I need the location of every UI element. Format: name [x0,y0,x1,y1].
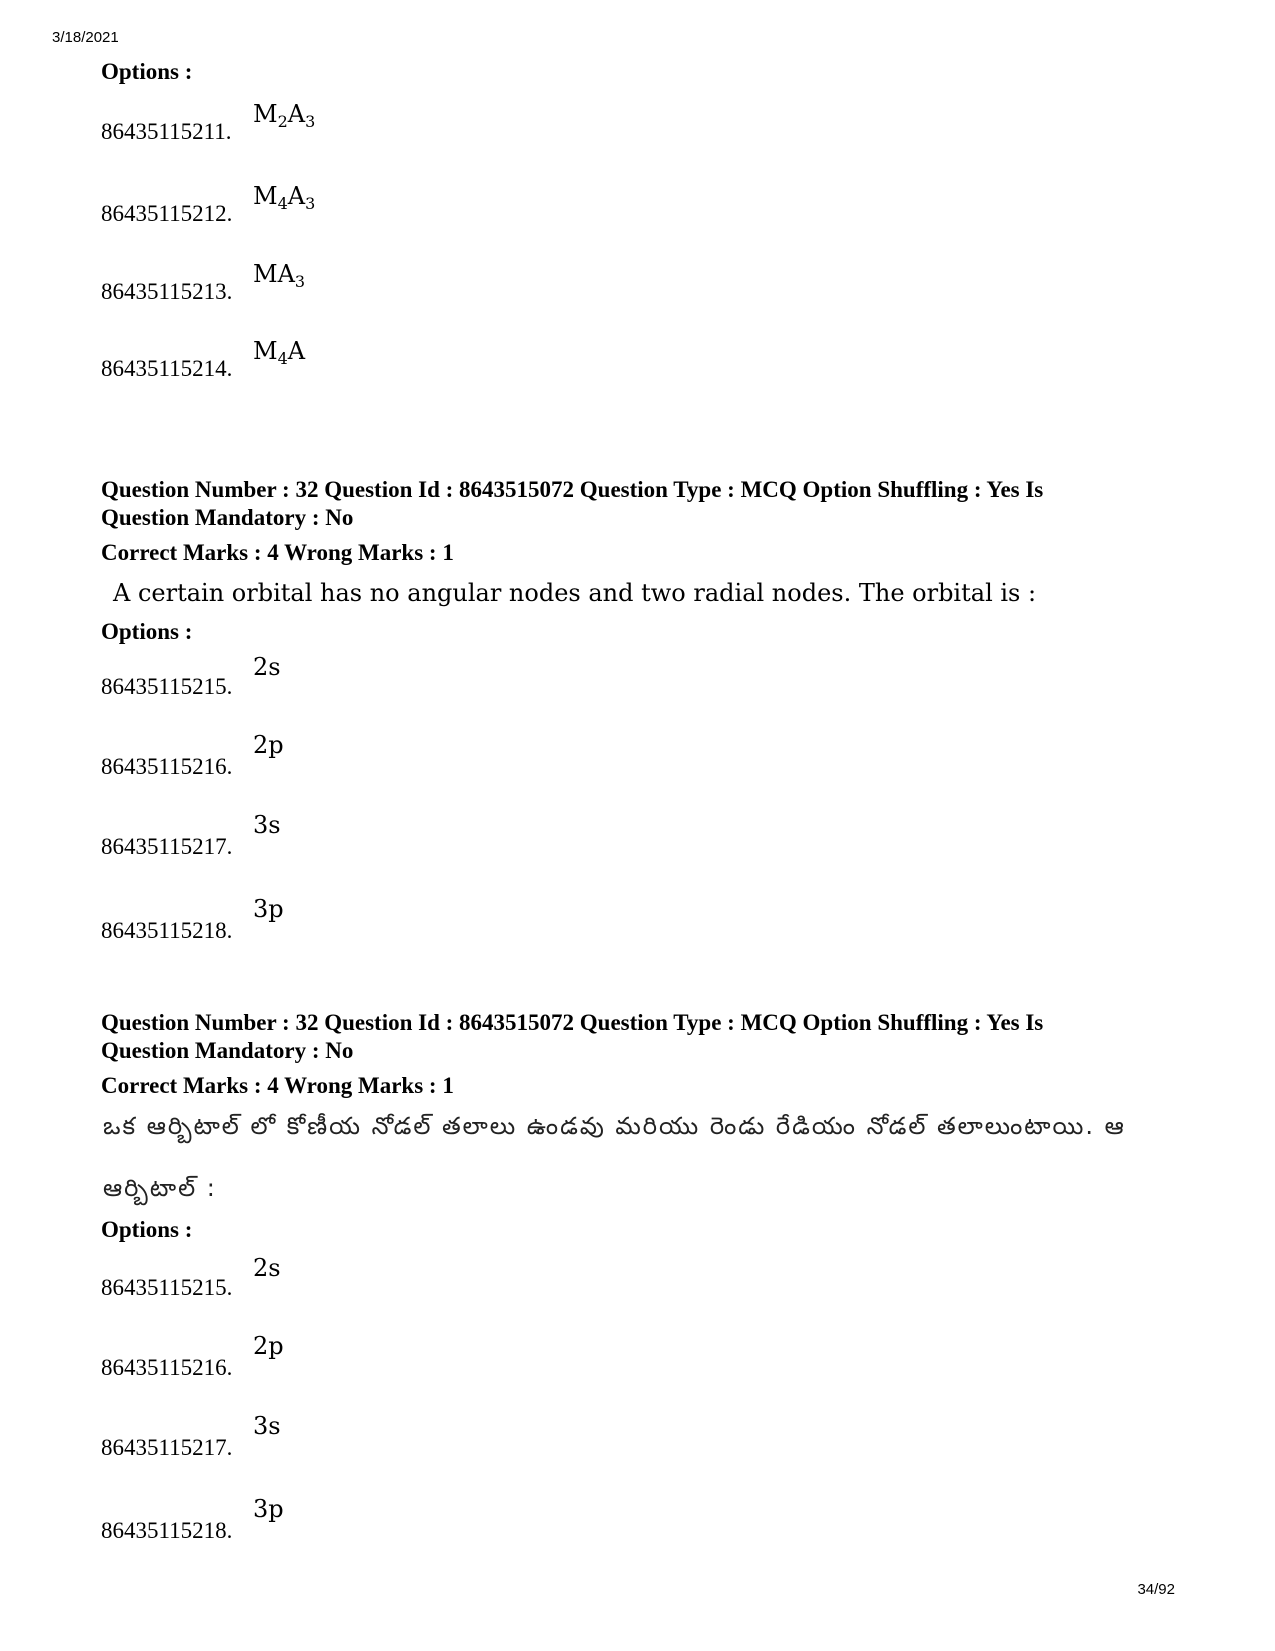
option-id: 86435115217. [101,834,233,859]
option-item [101,884,501,944]
option-id: 86435115211. [101,119,232,144]
option-item [101,85,501,145]
option-id: 86435115214. [101,356,233,381]
print-date: 3/18/2021 [52,29,119,46]
option-id: 86435115215. [101,674,233,699]
option-item [101,245,501,305]
question-meta: Question Number : 32 Question Id : 8643515072 Question Type : MCQ Option Shuffling : Yes Is [101,477,1044,502]
option-id: 86435115218. [101,918,233,943]
option-item [101,1401,501,1461]
option-item [101,720,501,780]
question-mandatory: Question Mandatory : No [101,505,354,530]
option-formula: $M_2A_3$ [253,100,316,131]
option-id: 86435115213. [101,279,233,304]
options-label: Options : [101,59,193,84]
option-formula: $M_4A$ [253,337,306,368]
question-meta: Question Number : 32 Question Id : 8643515072 Question Type : MCQ Option Shuffling : Yes Is [101,1010,1044,1035]
option-formula: $M_4A_3$ [253,182,316,213]
option-value: 2s [253,1254,281,1282]
option-id: 86435115217. [101,1435,233,1460]
option-formula: $MA_3$ [253,260,306,291]
options-label: Options : [101,1217,193,1242]
question-stem-continued: ఆర్బిటాల్ : [103,1174,217,1202]
option-item [101,1241,501,1301]
option-item [101,322,501,382]
option-id: 86435115212. [101,201,233,226]
option-value: 3s [253,1412,281,1440]
question-stem: A certain orbital has no angular nodes and two radial nodes. The orbital is : [113,579,1037,607]
option-item [101,1484,501,1544]
option-value: 2p [253,1332,284,1360]
option-item [101,640,501,700]
question-marks: Correct Marks : 4 Wrong Marks : 1 [101,1073,454,1098]
option-id: 86435115218. [101,1518,233,1543]
option-id: 86435115215. [101,1275,233,1300]
options-label: Options : [101,619,193,644]
option-id: 86435115216. [101,754,233,779]
question-stem: ఒక ఆర్బిటాల్ లో కోణీయ నోడల్ తలాలు ఉండవు మరియు రెండు రేడియం నోడల్ తలాలుంటాయి. ఆ [103,1112,1126,1140]
question-header [101,476,1221,532]
option-value: 3p [253,895,284,923]
option-value: 3p [253,1495,284,1523]
question-marks: Correct Marks : 4 Wrong Marks : 1 [101,540,454,565]
option-value: 2s [253,653,281,681]
option-id: 86435115216. [101,1355,233,1380]
option-item [101,1321,501,1381]
option-item [101,167,501,227]
option-item [101,800,501,860]
question-header [101,1009,1221,1065]
option-value: 2p [253,731,284,759]
page-number: 34/92 [1137,1581,1175,1598]
question-mandatory: Question Mandatory : No [101,1038,354,1063]
option-value: 3s [253,811,281,839]
